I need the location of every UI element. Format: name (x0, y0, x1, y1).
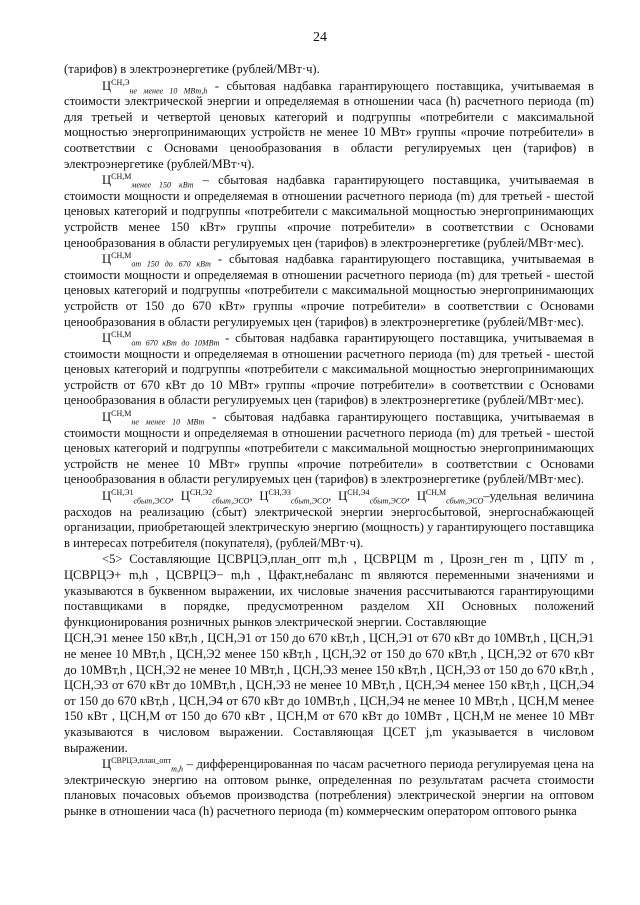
paragraph-capacity-150-670: $Ц^{СН,М}_{от 150 до 670 кВт}$ - сбытовая надбавка гарантирующего поставщика, учитываемая в стоимости мощности и определяемая в отношении расчетного периода (m) для третьей - шестой ценовых категорий и подгруппы «потребители с максимальной мощностью энергопринимающих устройств от 150 до 670 кВт» группы «прочие потребители» в соответствии с Основами ценообразования в области регулируемых цен (тарифов) в электроэнергетике (рублей/МВт·мес). (64, 250, 594, 329)
formula-symbol: $Ц^{СН,М}_{от 150 до 670 кВт}$ (102, 250, 211, 269)
formula-symbol: $Ц^{СН,М}_{сбыт,ЭСО}$ (416, 487, 484, 506)
formula-symbol: $Ц^{СН,М}_{от 670 кВт до 10МВт}$ (102, 329, 220, 348)
paragraph-regulated-price: $Ц^{СВРЦЭ,план\_опт}_{m,h}$ – дифференцированная по часам расчетного периода регулируемая цена на электрическую энергию на оптовом рынке, определенная по результатам расчета стоимости плановых почасовых объемов производства (потребления) электрической энергии на оптовом рынке в отношении часа (h) расчетного периода (m) коммерческим оператором оптового рынка (64, 755, 594, 818)
formula-symbol: $Ц^{СВРЦЭ,план\_опт}_{m,h}$ (102, 755, 183, 774)
document-body (64, 62, 594, 821)
note5-symbols: ЦСВРЦЭ,план_опт m,h , ЦСВРЦМ m , Црозн_ген m , ЦПУ m , ЦСВРЦЭ+ m,h , ЦСВРЦЭ− m,h , Цфакт,небаланс m (64, 552, 595, 582)
formula-symbol: $Ц^{СН,Э1}_{сбыт,ЭСО}$ (102, 487, 171, 506)
formula-symbol: $Ц^{СН,Э}_{не менее 10 МВт,h}$ (102, 77, 208, 96)
paragraph-sbyt-expenses: $Ц^{СН,Э1}_{сбыт,ЭСО}$, $Ц^{СН,Э2}_{сбыт,ЭСО}$, $Ц^{СН,Э3}_{сбыт,ЭСО}$, $Ц^{СН,Э4}_{сбыт,ЭСО}$, $Ц^{СН,М}_{сбыт,ЭСО}$–удельная величина расходов на реализацию (сбыт) электрической энергии энергосбытовой, энергоснабжающей организации, приобретающей электрическую энергию (мощность) у гарантирующего поставщика в интересах потребителя (покупателя), (рублей/МВт·ч). (64, 487, 595, 550)
paragraph-capacity-670-10: $Ц^{СН,М}_{от 670 кВт до 10МВт}$ - сбытовая надбавка гарантирующего поставщика, учитываемая в стоимости мощности и определяемая в отношении расчетного периода (m) для третьей - шестой ценовых категорий и подгруппы «потребители с максимальной мощностью энергопринимающих устройств от 670 кВт до 10 МВт» группы «прочие потребители» в соответствии с Основами ценообразования в области регулируемых цен (тарифов) в электроэнергетике (рублей/МВт·мес). (64, 329, 594, 408)
paragraph-capacity-over-10: $Ц^{СН,М}_{не менее 10 МВт}$ - сбытовая надбавка гарантирующего поставщика, учитываемая в стоимости мощности и определяемая в отношении расчетного периода (m) для третьей - шестой ценовых категорий и подгруппы «потребители с максимальной мощностью энергопринимающих устройств не менее 10 МВт» группы «прочие потребители» в соответствии с Основами ценообразования в области регулируемых цен (тарифов) в электроэнергетике (рублей/МВт·мес). (64, 408, 594, 487)
formula-symbol: $Ц^{СН,Э3}_{сбыт,ЭСО}$ (259, 487, 329, 506)
formula-symbol: $Ц^{СН,Э4}_{сбыт,ЭСО}$ (338, 487, 407, 506)
paragraph-tariffs-tail: (тарифов) в электроэнергетике (рублей/МВт·ч). (64, 62, 320, 76)
page-number: 24 (313, 30, 327, 45)
formula-symbol: $Ц^{СН,Э2}_{сбыт,ЭСО}$ (180, 487, 250, 506)
paragraph-capacity-less-150: $Ц^{СН,М}_{менее 150 кВт}$ – сбытовая надбавка гарантирующего поставщика, учитываемая в стоимости мощности и определяемая в отношении расчетного периода (m) для третьей - шестой ценовых категорий и подгруппы «потребители с максимальной мощностью энергопринимающих устройств менее 150 кВт» группы «прочие потребители» в соответствии с Основами ценообразования в области регулируемых цен (тарифов) в электроэнергетике (рублей/МВт·мес). (64, 171, 594, 250)
paragraph-energy-surcharge: $Ц^{СН,Э}_{не менее 10 МВт,h}$ - сбытовая надбавка гарантирующего поставщика, учитываемая в стоимости электрической энергии и определяемая в отношении часа (h) расчетного периода (m) для третьей и четвертой ценовых категорий и подгруппы «потребители с максимальной мощностью энергопринимающих устройств не менее 10 МВт» группы «прочие потребители» в соответствии с Основами ценообразования в области регулируемых цен (тарифов) в электроэнергетике (рублей/МВт·ч). (64, 77, 594, 171)
formula-list: ЦСН,Э1 менее 150 кВт,h , ЦСН,Э1 от 150 до 670 кВт,h , ЦСН,Э1 от 670 кВт до 10МВт,h , ЦСН,Э1 не менее 10 МВт,h , ЦСН,Э2 менее 150 кВт,h , ЦСН,Э2 от 150 до 670 кВт,h , ЦСН,Э2 от 670 кВт до 10МВт,h , ЦСН,Э2 не менее 10 МВт,h , ЦСН,Э3 менее 150 кВт,h , ЦСН,Э3 от 150 до 670 кВт,h , ЦСН,Э3 от 670 кВт до 10МВт,h , ЦСН,Э3 не менее 10 МВт,h , ЦСН,Э4 менее 150 кВт,h , ЦСН,Э4 от 150 до 670 кВт,h , ЦСН,Э4 от 670 кВт до 10МВт,h , ЦСН,Э4 не менее 10 МВт,h , ЦСН,М менее 150 кВт , ЦСН,М от 150 до 670 кВт , ЦСН,М от 670 кВт до 10МВт , ЦСН,М не менее 10 МВт указываются в числовом выражении. Составляющая ЦСЕТ j,m указывается в числовом выражении. (64, 631, 594, 755)
footnote-5: <5> Составляющие ЦСВРЦЭ,план_опт m,h , ЦСВРЦМ m , Црозн_ген m , ЦПУ m , ЦСВРЦЭ+ m,h , ЦСВРЦЭ− m,h , Цфакт,небаланс m являются переменными значениями и указываются в буквенном выражении, их числовые значения рассчитываются гарантирующими поставщиками в порядке, предусмотренном разделом XII Основных положений функционирования розничных рынков электрической энергии. Составляющие (64, 552, 595, 629)
formula-symbol: $Ц^{СН,М}_{менее 150 кВт}$ (102, 171, 194, 190)
formula-symbol: $Ц^{СН,М}_{не менее 10 МВт}$ (102, 408, 205, 427)
